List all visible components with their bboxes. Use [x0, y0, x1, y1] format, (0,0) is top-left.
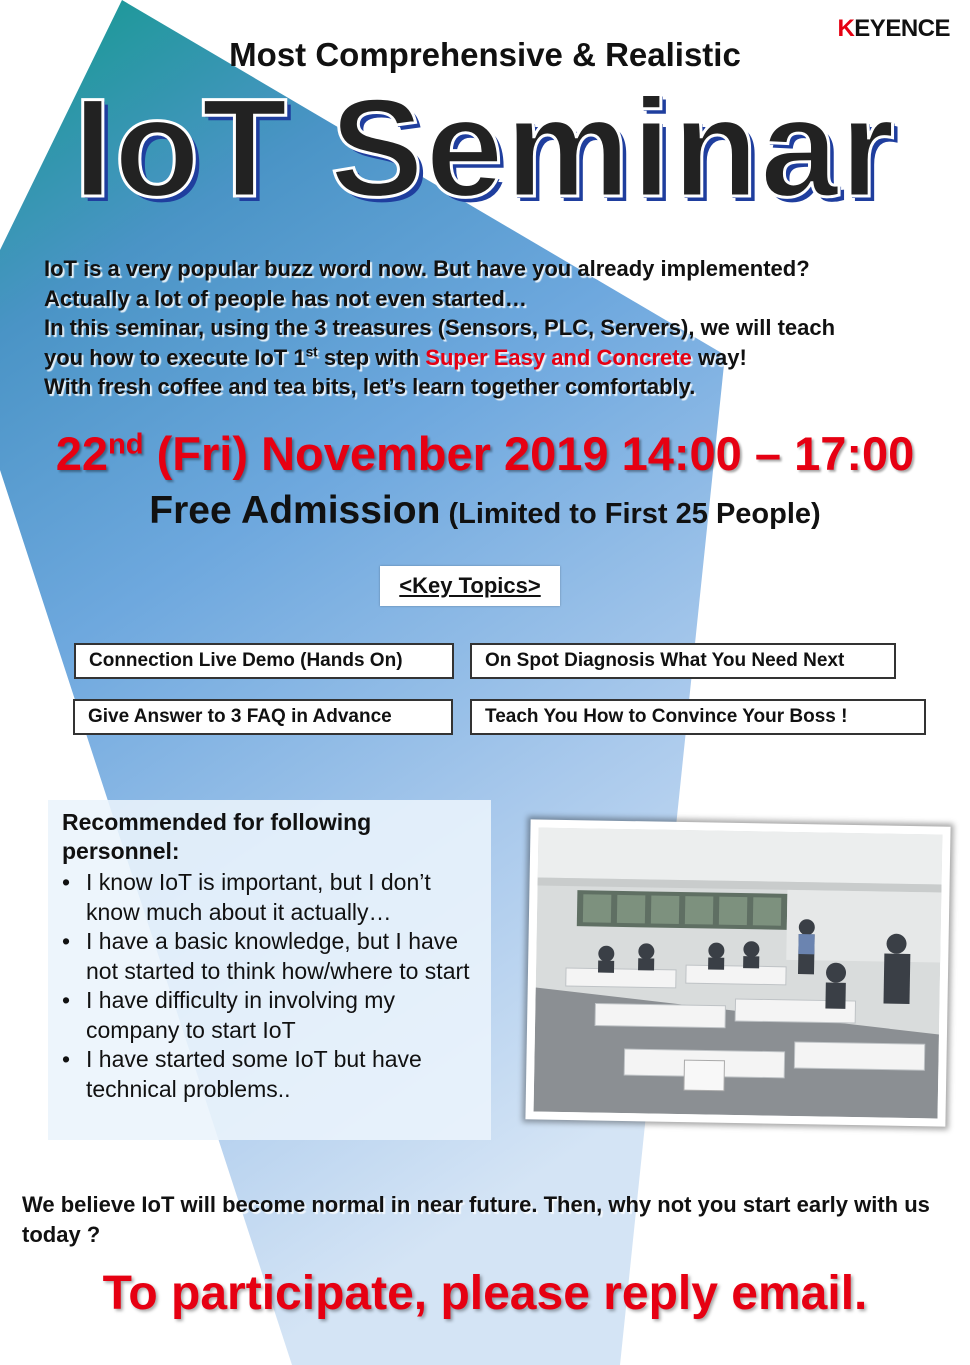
highlight-text: Super Easy and Concrete — [425, 344, 692, 370]
list-item: • I have a basic knowledge, but I have not started to think how/where to start — [62, 928, 470, 984]
recommended-panel — [48, 800, 491, 1140]
page-title: IoT Seminar — [73, 69, 897, 226]
recommended-heading: Recommended for following personnel: — [62, 809, 372, 864]
page-subtitle: Most Comprehensive & Realistic — [229, 36, 741, 73]
topic-box: Teach You How to Convince Your Boss ! — [470, 699, 926, 735]
intro-line: you how to execute IoT 1st step with Super Easy and Concrete way! — [44, 344, 747, 370]
keyence-logo: KEYENCE — [837, 15, 950, 42]
seminar-room-image — [534, 827, 943, 1118]
intro-line: IoT is a very popular buzz word now. But have you already implemented? — [44, 256, 810, 281]
list-item: • I know IoT is important, but I don’t know much about it actually… — [62, 869, 431, 925]
key-topics-label: <Key Topics> — [380, 566, 560, 606]
admission-info: Free Admission (Limited to First 25 People) — [149, 489, 821, 532]
list-item: • I have difficulty in involving my company to start IoT — [62, 987, 395, 1043]
recommended-list — [62, 868, 479, 1104]
list-item: • I have started some IoT but have technical problems.. — [62, 1046, 422, 1102]
closing-text: We believe IoT will become normal in near future. Then, why not you start early with us today ? — [22, 1192, 930, 1247]
topic-box: Give Answer to 3 FAQ in Advance — [73, 699, 453, 735]
call-to-action: To participate, please reply email. — [102, 1267, 868, 1320]
intro-line: In this seminar, using the 3 treasures (Sensors, PLC, Servers), we will teach — [44, 315, 836, 340]
intro-line: Actually a lot of people has not even started… — [44, 285, 527, 311]
seminar-photo — [525, 819, 950, 1126]
topic-box: On Spot Diagnosis What You Need Next — [470, 643, 896, 679]
event-date: 22nd (Fri) November 2019 14:00 – 17:00 — [55, 427, 915, 480]
intro-line: With fresh coffee and tea bits, let’s learn together comfortably. — [44, 374, 696, 399]
intro-text — [44, 254, 944, 402]
topic-box: Connection Live Demo (Hands On) — [74, 643, 454, 679]
